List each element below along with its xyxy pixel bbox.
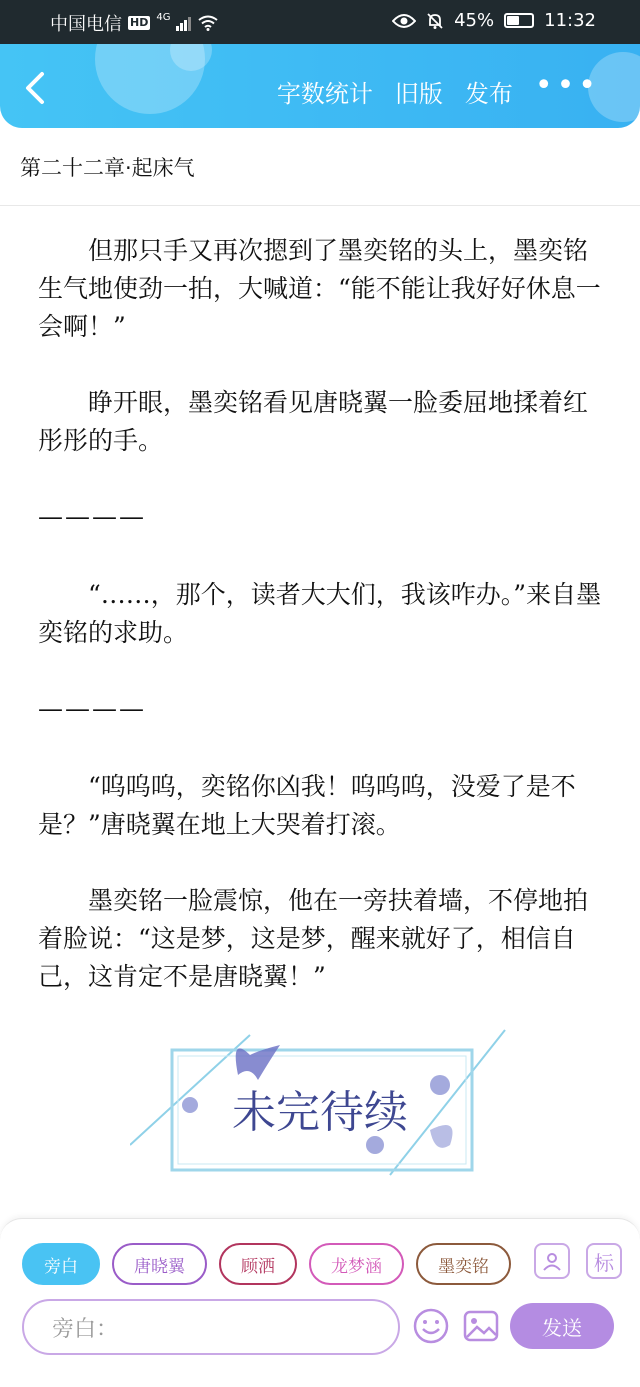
more-button[interactable]: ••• [534,67,600,103]
wifi-icon [198,15,218,31]
divider [0,205,640,206]
back-button[interactable] [20,70,50,106]
status-left [50,10,218,36]
role-narrator[interactable]: 旁白 [22,1243,100,1285]
paragraph: “……，那个，读者大大们，我该咋办。”来自墨奕铭的求助。 [38,580,602,647]
network-label: 4G [156,11,171,23]
paragraph: 但那只手又再次摁到了墨奕铭的头上，墨奕铭生气地使劲一拍，大喊道：“能不能让我好好休息一会啊！” [38,236,601,341]
separator-line: ———— [38,694,146,723]
to-be-continued-text: 未完待续 [232,1087,408,1138]
role-selector [22,1243,511,1285]
hd-badge: HD [130,16,149,29]
eye-icon [392,13,416,29]
publish-button[interactable]: 发布 [464,80,513,108]
chapter-title[interactable]: 第二十二章·起床气 [20,156,195,180]
separator-line: ———— [38,502,146,531]
add-role-button[interactable] [534,1243,570,1279]
message-input[interactable]: 旁白： [22,1299,400,1355]
paragraph: 睁开眼，墨奕铭看见唐晓翼一脸委屈地揉着红彤彤的手。 [38,388,589,455]
role-long-menghan[interactable]: 龙梦涵 [309,1243,404,1285]
carrier-label: 中国电信 [50,14,122,35]
send-button[interactable]: 发送 [510,1303,614,1349]
paragraph: 墨奕铭一脸震惊，他在一旁扶着墙，不停地拍着脸说：“这是梦，这是梦，醒来就好了，相信自己，这肯定不是唐晓翼！” [38,886,589,991]
emoji-icon[interactable] [412,1307,450,1345]
role-gu-sa[interactable]: 顾洒 [219,1243,297,1285]
status-bar [0,0,640,44]
to-be-continued-image [130,1025,510,1185]
person-icon [541,1250,563,1272]
battery-icon [504,13,534,28]
clock: 11:32 [544,10,596,31]
role-mo-yiming[interactable]: 墨奕铭 [416,1243,511,1285]
signal-icon [176,15,192,31]
bottom-input-panel [0,1218,640,1387]
word-count-button[interactable]: 字数统计 [276,80,373,108]
battery-fill [507,16,519,25]
image-icon[interactable] [462,1307,500,1345]
paragraph: “呜呜呜，奕铭你凶我！呜呜呜，没爱了是不是？”唐晓翼在地上大哭着打滚。 [38,772,576,839]
header-actions [276,67,600,109]
tag-button[interactable]: 标 [586,1243,622,1279]
mute-bell-icon [426,12,444,30]
old-version-button[interactable]: 旧版 [394,80,443,108]
battery-percent: 45% [454,10,495,31]
chapter-content[interactable] [38,232,612,1034]
app-header [0,44,640,128]
status-right [392,10,596,31]
role-tang-xiaoyi[interactable]: 唐晓翼 [112,1243,207,1285]
